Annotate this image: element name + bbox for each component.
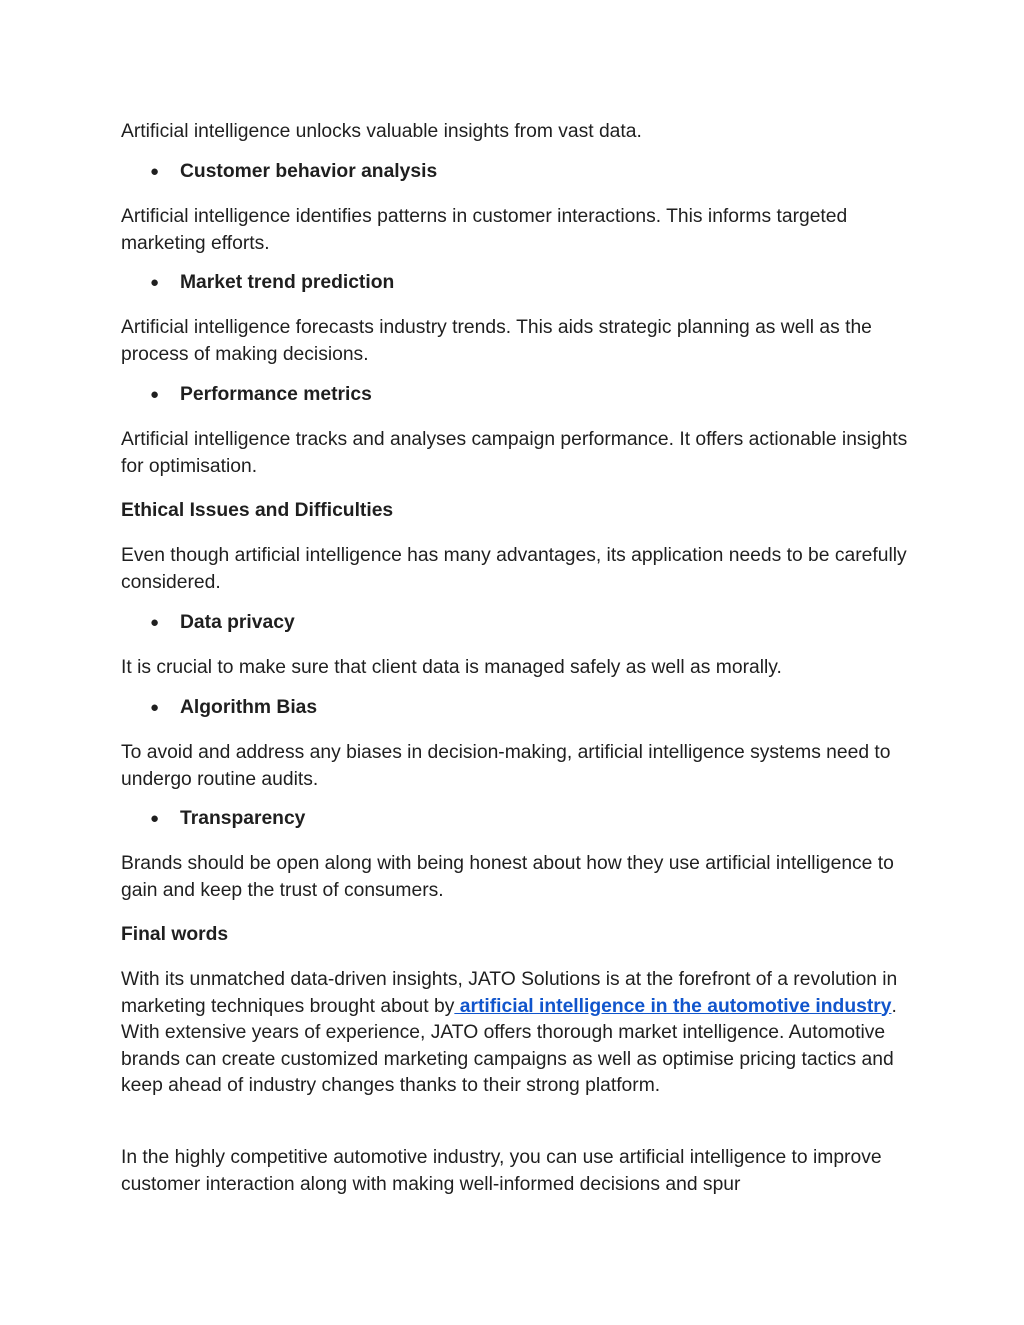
paragraph-privacy: It is crucial to make sure that client data is managed safely as well as morally. xyxy=(121,657,782,678)
paragraph-last: In the highly competitive automotive industry, you can use artificial intelligence to improve customer interaction along with making well-informed decisions and spur xyxy=(121,1147,882,1195)
list-item-label: Data privacy xyxy=(180,612,295,633)
paragraph-final xyxy=(121,967,921,1100)
list-item-label: Market trend prediction xyxy=(180,272,395,293)
list-item-label: Performance metrics xyxy=(180,384,372,405)
paragraph-ethical: Even though artificial intelligence has many advantages, its application needs to be carefully considered. xyxy=(121,545,907,593)
heading-final-words: Final words xyxy=(121,924,229,945)
paragraph-transparency: Brands should be open along with being honest about how they use artificial intelligence to gain and keep the trust of consumers. xyxy=(121,853,894,901)
bullet-icon: ● xyxy=(150,163,160,180)
bullet-icon: ● xyxy=(150,386,160,403)
paragraph-intro: Artificial intelligence unlocks valuable insights from vast data. xyxy=(121,121,642,142)
paragraph-market: Artificial intelligence forecasts industry trends. This aids strategic planning as well as the process of making decisions. xyxy=(121,317,872,365)
list-item-algorithm-bias xyxy=(150,695,910,723)
paragraph-performance: Artificial intelligence tracks and analyses campaign performance. It offers actionable insights for optimisation. xyxy=(121,429,908,477)
bullet-icon: ● xyxy=(150,614,160,631)
bullet-icon: ● xyxy=(150,699,160,716)
list-item-performance xyxy=(150,382,910,410)
list-item-label: Algorithm Bias xyxy=(180,697,318,718)
list-item-label: Customer behavior analysis xyxy=(180,161,438,182)
list-item-label: Transparency xyxy=(180,808,306,829)
final-text-before: With its unmatched data-driven insights, JATO Solutions is at the forefront of a revolution in marketing techniques brought about by xyxy=(121,969,898,1017)
list-item-market-trend xyxy=(150,270,910,298)
paragraph-bias: To avoid and address any biases in decision-making, artificial intelligence systems need to undergo routine audits. xyxy=(121,742,891,790)
ai-automotive-link[interactable]: artificial intelligence in the automotive industry xyxy=(454,995,892,1017)
list-item-customer-behavior xyxy=(150,159,910,187)
final-text-after: . With extensive years of experience, JATO offers thorough market intelligence. Automotive brands can create customized marketing campaigns as well as optimise pricing tactics and keep ahead of industry changes thanks to their strong platform. xyxy=(121,995,897,1096)
bullet-icon: ● xyxy=(150,274,160,291)
heading-ethical-issues: Ethical Issues and Difficulties xyxy=(121,500,394,521)
bullet-icon: ● xyxy=(150,810,160,827)
paragraph-customer: Artificial intelligence identifies patterns in customer interactions. This informs targeted marketing efforts. xyxy=(121,206,848,254)
list-item-data-privacy xyxy=(150,610,910,638)
list-item-transparency xyxy=(150,806,910,834)
